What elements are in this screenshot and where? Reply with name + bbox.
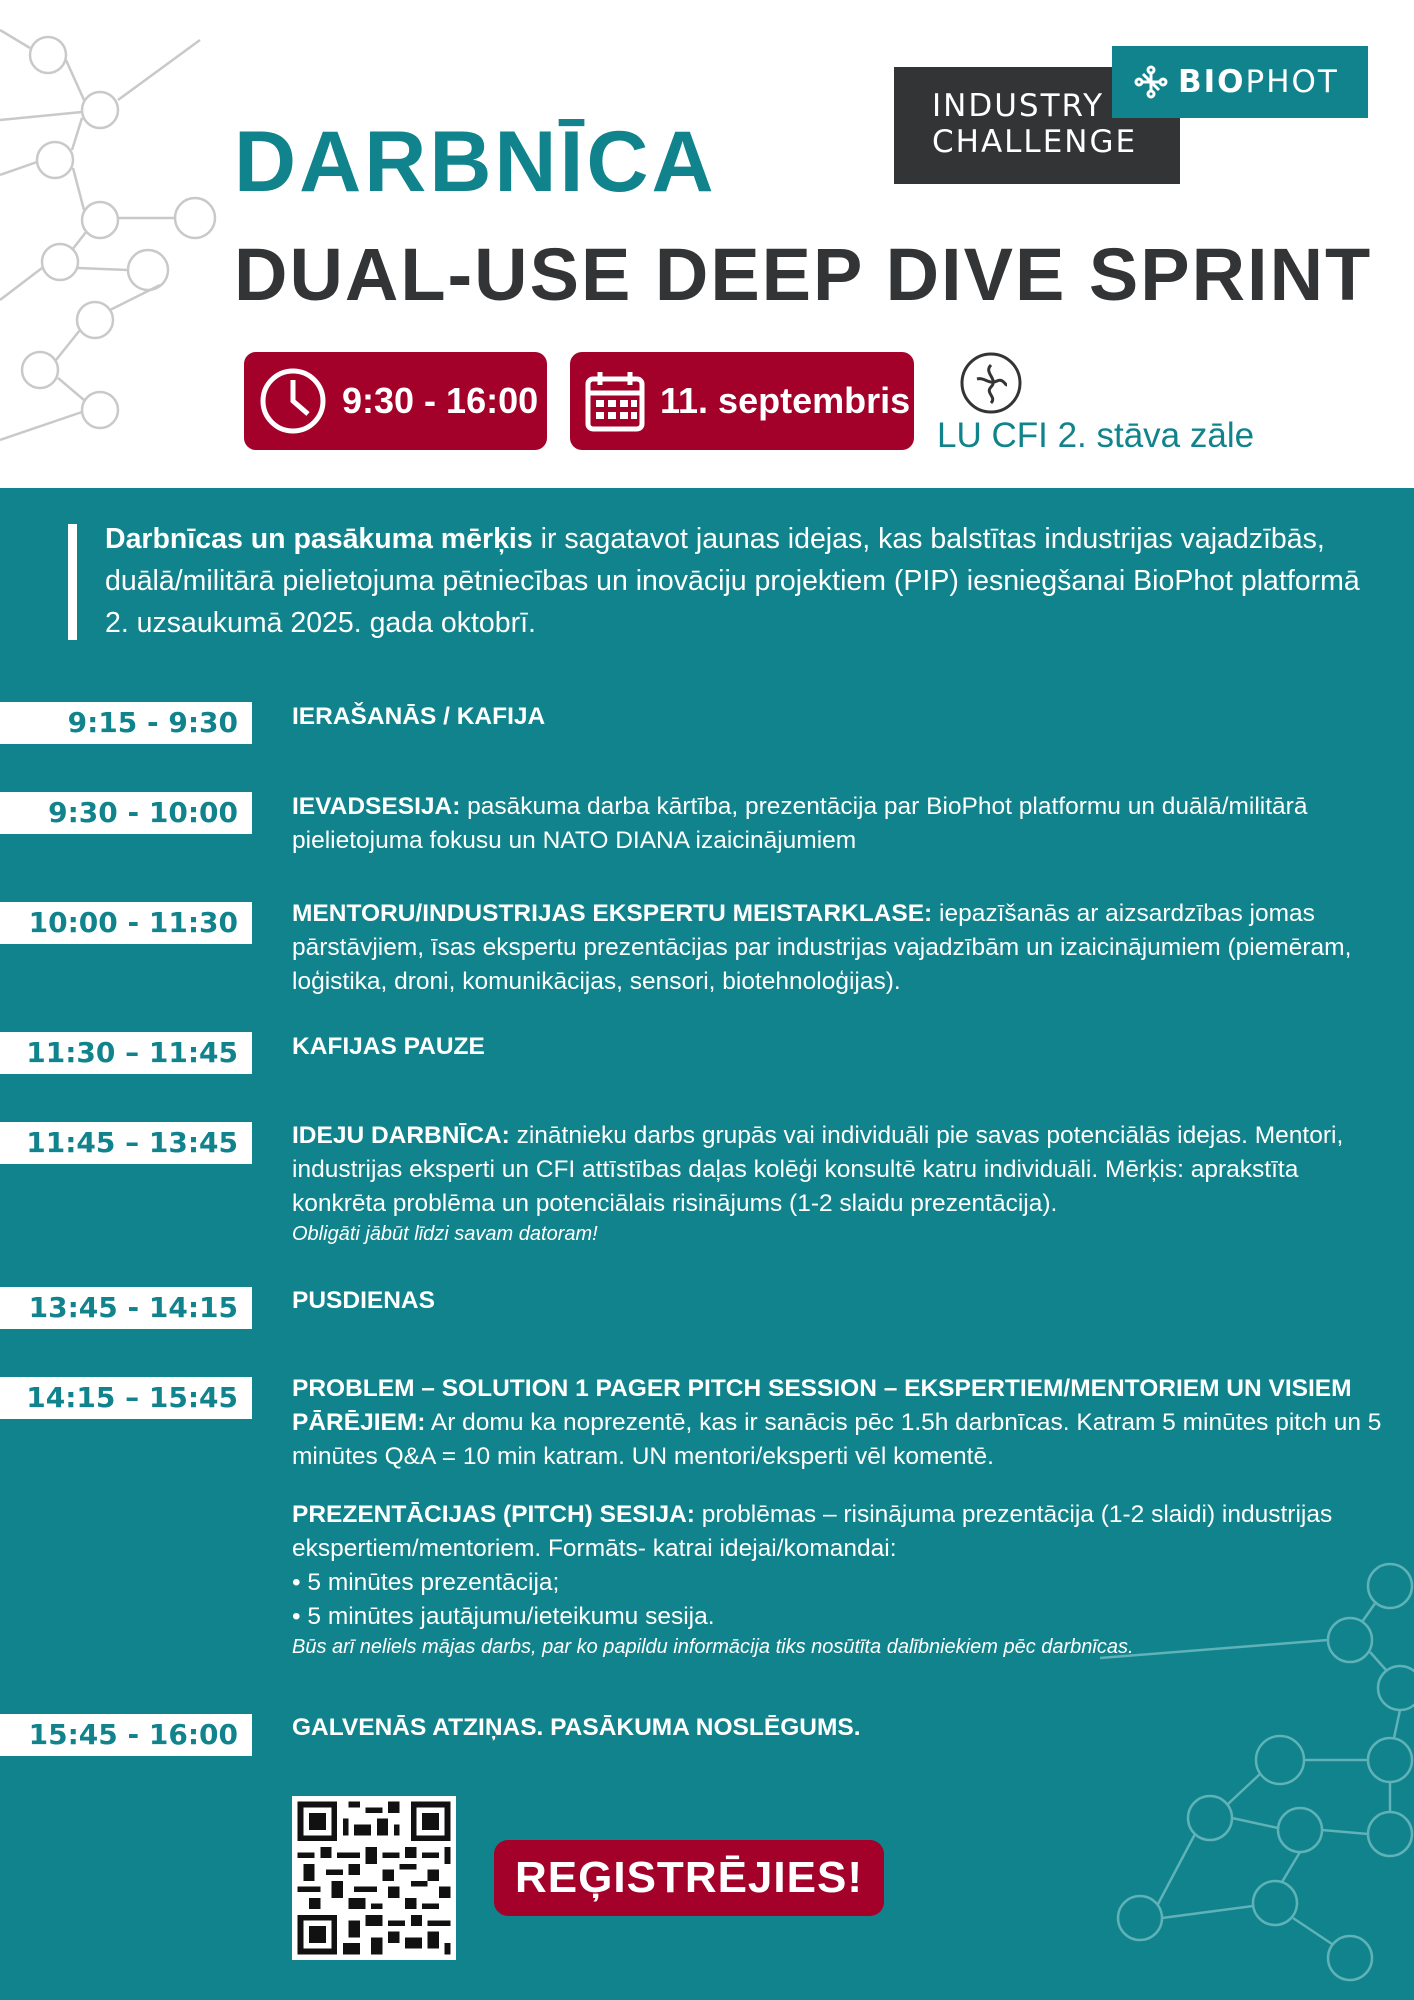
date-badge-label: 11. septembris [660,380,911,421]
agenda-item-8: GALVENĀS ATZIŅAS. PASĀKUMA NOSLĒGUMS. [292,1714,861,1741]
agenda-item-4: KAFIJAS PAUZE [292,1033,485,1060]
agenda-time-7: 14:15 – 15:45 [0,1377,252,1419]
page-title: DARBNĪCA [234,114,717,210]
pitch-note: Būs arī neliels mājas darbs, par ko papildu informācija tiks nosūtīta dalībniekiem pēc darbnīcas. [292,1636,1134,1658]
time-badge [244,352,547,450]
header [0,0,1414,488]
intro-body: ir sagatavot jaunas idejas, kas balstītas industrijas vajadzībās, duālā/militārā pielietojuma pētniecības un inovāciju projektiem (PIP) iesniegšanai BioPhot platformā 2. uzsaukumā 2025. gada oktobrī. [105,523,1360,639]
agenda-item-6: PUSDIENAS [292,1287,435,1314]
pitch-bullet-2: • 5 minūtes jautājumu/ieteikumu sesija. [292,1603,715,1630]
intro-text [105,518,1365,644]
logo-brand-bold: BIO [1178,64,1246,100]
agenda-time-6: 13:45 - 14:15 [0,1287,252,1329]
location-logo-icon [959,351,1023,415]
agenda-time-8: 15:45 - 16:00 [0,1714,252,1756]
agenda-item-2: IEVADSESIJA: pasākuma darba kārtība, prezentācija par BioPhot platformu un duālā/militārā pielietojuma fokusu un NATO DIANA izaicinājumiem [292,793,1308,854]
register-button[interactable]: REĢISTRĒJIES! [494,1840,884,1916]
time-badge-label: 9:30 - 16:00 [342,380,539,421]
intro-accent-bar [68,524,77,640]
agenda-item-5-note: Obligāti jābūt līdzi savam datoram! [292,1223,598,1245]
page-subtitle: DUAL-USE DEEP DIVE SPRINT [234,233,1373,316]
logo-industry-text: INDUSTRY [932,88,1104,124]
pitch-session: PREZENTĀCIJAS (PITCH) SESIJA: problēmas – risinājuma prezentācija (1-2 slaidi) industrijas ekspertiem/mentoriem. Formāts- katrai idejai/komandai: • 5 minūtes prezentācija; • 5 minūtes jautājumu/ieteikumu sesija. Būs arī neliels mājas darbs, par ko papildu informācija tiks nosūtīta dalībniekiem pēc darbnīcas. [292,1498,1382,1660]
pitch-bullet-1: • 5 minūtes prezentācija; [292,1569,560,1596]
qr-code[interactable] [292,1796,456,1960]
agenda-time-2: 9:30 - 10:00 [0,792,252,834]
calendar-icon [584,369,646,433]
agenda-time-5: 11:45 – 13:45 [0,1122,252,1164]
clock-icon [258,366,328,436]
date-badge [570,352,914,450]
agenda-item-1: IERAŠANĀS / KAFIJA [292,703,546,730]
biophot-logo-icon [1134,65,1168,99]
agenda-time-1: 9:15 - 9:30 [0,702,252,744]
agenda-item-7: PROBLEM – SOLUTION 1 PAGER PITCH SESSION – EKSPERTIEM/MENTORIEM UN VISIEM PĀRĒJIEM: Ar domu ka noprezentē, kas ir sanācis pēc 1.5h darbnīcas. Katram 5 minūtes pitch un 5 minūtes Q&A = 10 min katram. UN mentori/eksperti vēl komentē. [292,1375,1382,1470]
agenda-time-3: 10:00 - 11:30 [0,902,252,944]
biophot-logo [1112,46,1368,118]
agenda-time-4: 11:30 – 11:45 [0,1032,252,1074]
logo-challenge-text: CHALLENGE [932,124,1138,160]
molecule-decoration-left [0,0,240,470]
logo-brand-light: PHOT [1245,64,1339,100]
location-text: LU CFI 2. stāva zāle [937,416,1255,455]
agenda-item-5: IDEJU DARBNĪCA: zinātnieku darbs grupās vai individuāli pie savas potenciālās idejas. Mentori, industrijas eksperti un CFI attīstības daļas kolēģi konsultē katru individuāli. Mērķis: aprakstīta konkrēta problēma un potenciālais risinājums (1-2 slaidu prezentācija). Obligāti jābūt līdzi savam datoram! [292,1119,1382,1247]
agenda-item-3: MENTORU/INDUSTRIJAS EKSPERTU MEISTARKLASE: iepazīšanās ar aizsardzības jomas pārstāvjiem, īsas ekspertu prezentācijas par industrijas vajadzībām un izaicinājumiem (piemēram, loģistika, droni, komunikācijas, sensori, biotehnoloģijas). [292,900,1352,995]
intro-lead: Darbnīcas un pasākuma mērķis [105,523,533,555]
